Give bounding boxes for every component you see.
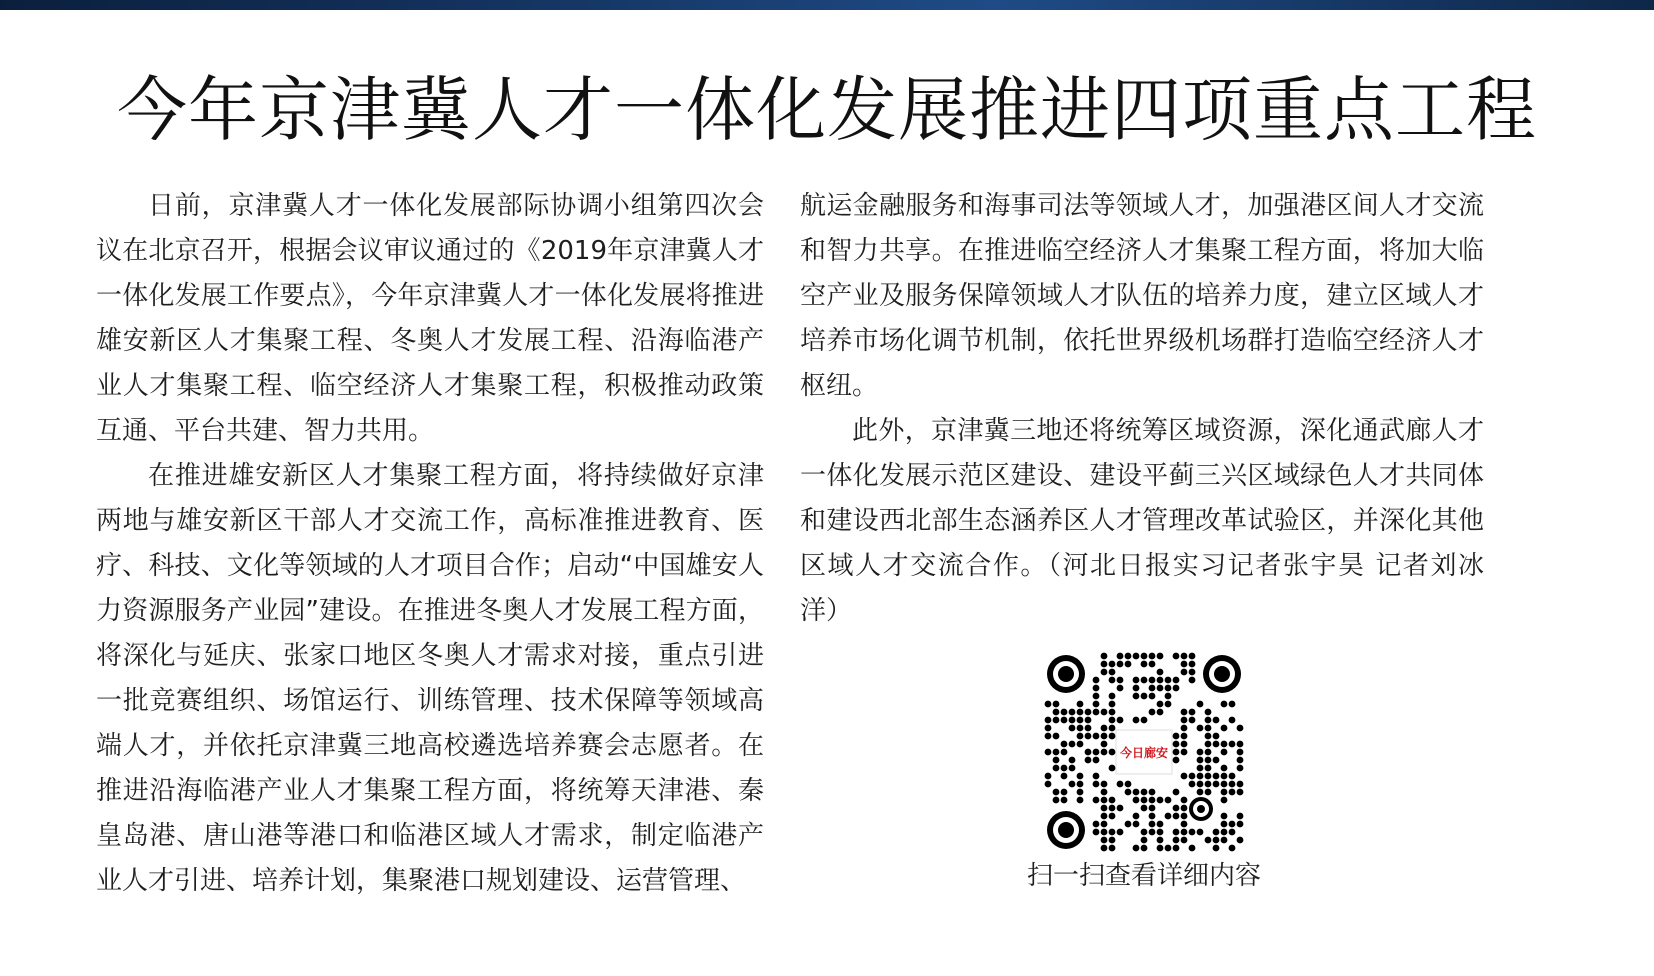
qr-module xyxy=(1221,701,1228,708)
qr-module xyxy=(1229,829,1236,836)
qr-module xyxy=(1165,845,1172,852)
qr-module xyxy=(1237,741,1244,748)
qr-module xyxy=(1237,813,1244,820)
qr-module xyxy=(1197,765,1204,772)
qr-module xyxy=(1189,773,1196,780)
qr-module xyxy=(1181,797,1188,804)
paragraph-2: 在推进雄安新区人才集聚工程方面，将持续做好京津两地与雄安新区干部人才交流工作，高标准推进教育、医疗、科技、文化等领域的人才项目合作；启动“中国雄安人力资源服务产业园”建设。在推进冬奥人才发展工程方面，将深化与延庆、张家口地区冬奥人才需求对接，重点引进一批竞赛组织、场馆运行、训练管理、技术保障等领域高端人才，并依托京津冀三地高校遴选培养赛会志愿者。在推进沿海临港产业人才集聚工程方面，将统筹天津港、秦皇岛港、唐山港等港口和临港区域人才需求，制定临港产业人才引进、培养计划，集聚港口规划建设、运营管理、 xyxy=(96,461,764,896)
qr-module xyxy=(1205,781,1212,788)
qr-module xyxy=(1077,773,1084,780)
qr-module xyxy=(1149,677,1156,684)
qr-module xyxy=(1165,693,1172,700)
qr-module xyxy=(1181,725,1188,732)
qr-module xyxy=(1205,725,1212,732)
qr-module xyxy=(1141,653,1148,660)
qr-module xyxy=(1197,781,1204,788)
qr-module xyxy=(1053,717,1060,724)
qr-module xyxy=(1141,693,1148,700)
qr-module xyxy=(1101,797,1108,804)
qr-module xyxy=(1117,781,1124,788)
qr-module xyxy=(1157,709,1164,716)
qr-module xyxy=(1213,717,1220,724)
qr-module xyxy=(1061,709,1068,716)
qr-module xyxy=(1077,717,1084,724)
qr-module xyxy=(1117,805,1124,812)
qr-module xyxy=(1173,845,1180,852)
qr-module xyxy=(1181,837,1188,844)
qr-module xyxy=(1045,773,1052,780)
qr-module xyxy=(1181,653,1188,660)
qr-module xyxy=(1173,653,1180,660)
qr-module xyxy=(1069,765,1076,772)
qr-module xyxy=(1221,829,1228,836)
qr-module xyxy=(1221,741,1228,748)
qr-module xyxy=(1229,789,1236,796)
qr-module xyxy=(1181,821,1188,828)
qr-module xyxy=(1053,709,1060,716)
qr-module xyxy=(1229,773,1236,780)
qr-module xyxy=(1053,749,1060,756)
qr-module xyxy=(1093,821,1100,828)
qr-module xyxy=(1101,829,1108,836)
qr-module xyxy=(1085,749,1092,756)
qr-module xyxy=(1221,813,1228,820)
qr-module xyxy=(1189,661,1196,668)
qr-module xyxy=(1109,669,1116,676)
qr-module xyxy=(1229,845,1236,852)
qr-module xyxy=(1229,717,1236,724)
qr-module xyxy=(1101,725,1108,732)
qr-module xyxy=(1173,685,1180,692)
qr-module xyxy=(1133,685,1140,692)
qr-module xyxy=(1093,797,1100,804)
qr-module xyxy=(1069,741,1076,748)
qr-module xyxy=(1221,821,1228,828)
qr-module xyxy=(1077,781,1084,788)
qr-module xyxy=(1101,669,1108,676)
qr-module xyxy=(1093,709,1100,716)
qr-module xyxy=(1045,781,1052,788)
qr-module xyxy=(1221,789,1228,796)
paragraph-2-continued: 航运金融服务和海事司法等领域人才，加强港区间人才交流和智力共享。在推进临空经济人才集聚工程方面，将加大临空产业及服务保障领域人才队伍的培养力度，建立区域人才培养市场化调节机制，依托世界级机场群打造临空经济人才枢纽。 xyxy=(800,191,1484,401)
qr-module xyxy=(1053,765,1060,772)
qr-module xyxy=(1205,773,1212,780)
qr-module xyxy=(1093,733,1100,740)
qr-module xyxy=(1173,829,1180,836)
qr-module xyxy=(1237,765,1244,772)
qr-module xyxy=(1117,661,1124,668)
qr-module xyxy=(1189,829,1196,836)
qr-module xyxy=(1221,797,1228,804)
qr-module xyxy=(1109,805,1116,812)
qr-module xyxy=(1093,773,1100,780)
qr-module xyxy=(1101,781,1108,788)
qr-module xyxy=(1205,709,1212,716)
qr-module xyxy=(1101,653,1108,660)
qr-module xyxy=(1181,813,1188,820)
qr-module xyxy=(1189,709,1196,716)
qr-module xyxy=(1101,805,1108,812)
qr-module xyxy=(1141,717,1148,724)
qr-module xyxy=(1197,773,1204,780)
qr-module xyxy=(1157,821,1164,828)
qr-module xyxy=(1045,725,1052,732)
qr-module xyxy=(1061,765,1068,772)
qr-module xyxy=(1197,701,1204,708)
qr-code-block xyxy=(1000,652,1288,896)
qr-module xyxy=(1157,677,1164,684)
qr-module xyxy=(1045,749,1052,756)
qr-module xyxy=(1189,653,1196,660)
qr-module xyxy=(1109,837,1116,844)
qr-module xyxy=(1149,661,1156,668)
qr-module xyxy=(1213,733,1220,740)
qr-caption: 扫一扫查看详细内容 xyxy=(1026,861,1261,891)
qr-finder-top-right xyxy=(1203,655,1241,693)
qr-module xyxy=(1237,821,1244,828)
qr-module xyxy=(1157,669,1164,676)
qr-module xyxy=(1101,661,1108,668)
qr-module xyxy=(1101,821,1108,828)
qr-finder-top-left xyxy=(1047,655,1085,693)
qr-module xyxy=(1109,829,1116,836)
qr-module xyxy=(1141,677,1148,684)
qr-module xyxy=(1237,789,1244,796)
qr-module xyxy=(1181,805,1188,812)
qr-module xyxy=(1069,709,1076,716)
qr-module xyxy=(1173,813,1180,820)
qr-module xyxy=(1093,757,1100,764)
qr-module xyxy=(1221,765,1228,772)
qr-module xyxy=(1125,661,1132,668)
qr-module xyxy=(1133,693,1140,700)
qr-module xyxy=(1045,701,1052,708)
qr-module xyxy=(1213,829,1220,836)
qr-module xyxy=(1141,845,1148,852)
qr-module xyxy=(1061,749,1068,756)
qr-module xyxy=(1149,805,1156,812)
qr-module xyxy=(1053,701,1060,708)
qr-module xyxy=(1237,725,1244,732)
qr-module xyxy=(1101,789,1108,796)
qr-module xyxy=(1181,661,1188,668)
qr-module xyxy=(1197,789,1204,796)
qr-module xyxy=(1141,797,1148,804)
qr-module xyxy=(1117,677,1124,684)
qr-module xyxy=(1149,653,1156,660)
qr-module xyxy=(1157,653,1164,660)
qr-module xyxy=(1053,797,1060,804)
qr-module xyxy=(1125,653,1132,660)
qr-module xyxy=(1149,685,1156,692)
qr-logo-text: 今日廊安 xyxy=(1119,746,1169,760)
qr-module xyxy=(1213,845,1220,852)
qr-module xyxy=(1125,821,1132,828)
qr-module xyxy=(1149,813,1156,820)
qr-module xyxy=(1069,717,1076,724)
qr-module xyxy=(1093,749,1100,756)
qr-module xyxy=(1133,789,1140,796)
qr-module xyxy=(1109,709,1116,716)
qr-module xyxy=(1101,741,1108,748)
qr-module xyxy=(1165,701,1172,708)
qr-module xyxy=(1157,845,1164,852)
qr-module xyxy=(1133,797,1140,804)
qr-module xyxy=(1101,813,1108,820)
qr-module xyxy=(1181,733,1188,740)
qr-module xyxy=(1229,701,1236,708)
qr-module xyxy=(1221,749,1228,756)
qr-module xyxy=(1109,749,1116,756)
qr-module xyxy=(1133,653,1140,660)
qr-module xyxy=(1101,749,1108,756)
qr-module xyxy=(1157,685,1164,692)
qr-module xyxy=(1165,685,1172,692)
qr-module xyxy=(1061,717,1068,724)
qr-module xyxy=(1165,797,1172,804)
qr-module xyxy=(1101,709,1108,716)
qr-module xyxy=(1069,781,1076,788)
qr-module xyxy=(1141,789,1148,796)
qr-module xyxy=(1141,661,1148,668)
qr-module xyxy=(1165,813,1172,820)
qr-module xyxy=(1077,725,1084,732)
qr-module xyxy=(1189,717,1196,724)
qr-module xyxy=(1101,733,1108,740)
qr-module xyxy=(1189,669,1196,676)
qr-module xyxy=(1221,725,1228,732)
qr-module xyxy=(1173,741,1180,748)
qr-module xyxy=(1149,821,1156,828)
qr-module xyxy=(1237,837,1244,844)
qr-module xyxy=(1061,789,1068,796)
qr-module xyxy=(1077,701,1084,708)
qr-module xyxy=(1053,789,1060,796)
qr-module xyxy=(1205,733,1212,740)
qr-module xyxy=(1133,717,1140,724)
qr-module xyxy=(1093,693,1100,700)
qr-module xyxy=(1141,829,1148,836)
qr-module xyxy=(1181,749,1188,756)
qr-module xyxy=(1061,741,1068,748)
qr-module xyxy=(1173,677,1180,684)
qr-module xyxy=(1125,789,1132,796)
qr-finder-bottom-left xyxy=(1047,811,1085,849)
qr-module xyxy=(1229,821,1236,828)
qr-module xyxy=(1053,757,1060,764)
qr-module xyxy=(1061,797,1068,804)
qr-module xyxy=(1117,685,1124,692)
qr-module xyxy=(1197,725,1204,732)
qr-module xyxy=(1093,677,1100,684)
qr-module xyxy=(1213,781,1220,788)
qr-module xyxy=(1221,837,1228,844)
qr-module xyxy=(1173,733,1180,740)
qr-module xyxy=(1117,653,1124,660)
qr-module xyxy=(1109,845,1116,852)
qr-module xyxy=(1205,765,1212,772)
paragraph-3: 此外，京津冀三地还将统筹区域资源，深化通武廊人才一体化发展示范区建设、建设平蓟三兴区域绿色人才共同体和建设西北部生态涵养区人才管理改革试验区，并深化其他区域人才交流合作。（河北日报实习记者张宇昊 记者刘冰洋） xyxy=(800,416,1484,626)
qr-module xyxy=(1085,725,1092,732)
qr-module xyxy=(1149,829,1156,836)
qr-module xyxy=(1133,813,1140,820)
top-banner-bar xyxy=(0,0,1654,10)
qr-module xyxy=(1085,709,1092,716)
qr-module xyxy=(1093,685,1100,692)
qr-module xyxy=(1109,797,1116,804)
qr-module xyxy=(1149,789,1156,796)
qr-module xyxy=(1109,813,1116,820)
qr-module xyxy=(1109,717,1116,724)
qr-module xyxy=(1149,797,1156,804)
qr-module xyxy=(1197,829,1204,836)
qr-module xyxy=(1093,781,1100,788)
qr-module xyxy=(1045,733,1052,740)
qr-module xyxy=(1093,829,1100,836)
qr-module xyxy=(1181,773,1188,780)
qr-module xyxy=(1093,701,1100,708)
qr-module xyxy=(1221,773,1228,780)
qr-module xyxy=(1133,677,1140,684)
qr-module xyxy=(1173,837,1180,844)
qr-module xyxy=(1157,837,1164,844)
qr-module xyxy=(1149,709,1156,716)
qr-module xyxy=(1149,693,1156,700)
qr-module xyxy=(1133,845,1140,852)
qr-module xyxy=(1157,701,1164,708)
qr-module xyxy=(1077,709,1084,716)
qr-module xyxy=(1181,717,1188,724)
qr-module xyxy=(1173,749,1180,756)
qr-module xyxy=(1181,669,1188,676)
qr-module xyxy=(1189,677,1196,684)
qr-module xyxy=(1109,765,1116,772)
qr-module xyxy=(1085,717,1092,724)
qr-module xyxy=(1181,829,1188,836)
qr-module xyxy=(1213,741,1220,748)
qr-module xyxy=(1069,757,1076,764)
qr-module xyxy=(1109,693,1116,700)
qr-module xyxy=(1197,757,1204,764)
qr-alignment-mark xyxy=(1189,797,1213,821)
qr-module xyxy=(1189,845,1196,852)
qr-module xyxy=(1157,829,1164,836)
qr-module xyxy=(1077,733,1084,740)
qr-module xyxy=(1117,829,1124,836)
qr-module xyxy=(1237,757,1244,764)
qr-module xyxy=(1173,805,1180,812)
qr-module xyxy=(1085,733,1092,740)
qr-module xyxy=(1205,717,1212,724)
paragraph-1: 日前，京津冀人才一体化发展部际协调小组第四次会议在北京召开，根据会议审议通过的《2019年京津冀人才一体化发展工作要点》，今年京津冀人才一体化发展将推进雄安新区人才集聚工程、冬奥人才发展工程、沿海临港产业人才集聚工程、临空经济人才集聚工程，积极推动政策互通、平台共建、智力共用。 xyxy=(96,191,764,446)
qr-module xyxy=(1181,709,1188,716)
article-column-right xyxy=(800,184,1484,634)
qr-module xyxy=(1101,845,1108,852)
qr-module xyxy=(1125,781,1132,788)
qr-module xyxy=(1077,741,1084,748)
qr-module xyxy=(1205,789,1212,796)
qr-code[interactable] xyxy=(1044,652,1244,852)
qr-module xyxy=(1181,741,1188,748)
qr-module xyxy=(1069,725,1076,732)
qr-module xyxy=(1109,701,1116,708)
qr-module xyxy=(1109,661,1116,668)
qr-module xyxy=(1205,749,1212,756)
qr-module xyxy=(1213,757,1220,764)
qr-module xyxy=(1189,781,1196,788)
qr-module xyxy=(1117,717,1124,724)
qr-module xyxy=(1173,757,1180,764)
qr-module xyxy=(1237,749,1244,756)
qr-module xyxy=(1197,749,1204,756)
qr-module xyxy=(1173,789,1180,796)
qr-module xyxy=(1141,805,1148,812)
qr-module xyxy=(1157,797,1164,804)
qr-module xyxy=(1229,741,1236,748)
qr-module xyxy=(1141,837,1148,844)
article-column-left xyxy=(96,184,764,904)
qr-module xyxy=(1229,781,1236,788)
qr-module xyxy=(1085,757,1092,764)
qr-module xyxy=(1109,733,1116,740)
qr-module xyxy=(1213,773,1220,780)
qr-module xyxy=(1205,837,1212,844)
article-title: 今年京津冀人才一体化发展推进四项重点工程 xyxy=(117,69,1537,151)
qr-module xyxy=(1109,725,1116,732)
qr-module xyxy=(1237,781,1244,788)
qr-module xyxy=(1045,717,1052,724)
qr-module xyxy=(1205,741,1212,748)
qr-module xyxy=(1061,773,1068,780)
qr-module xyxy=(1205,757,1212,764)
qr-module xyxy=(1133,821,1140,828)
qr-module xyxy=(1109,677,1116,684)
qr-module xyxy=(1165,677,1172,684)
qr-module xyxy=(1213,837,1220,844)
qr-module xyxy=(1101,837,1108,844)
qr-module xyxy=(1053,733,1060,740)
qr-module xyxy=(1077,797,1084,804)
qr-module xyxy=(1077,789,1084,796)
qr-module xyxy=(1221,781,1228,788)
